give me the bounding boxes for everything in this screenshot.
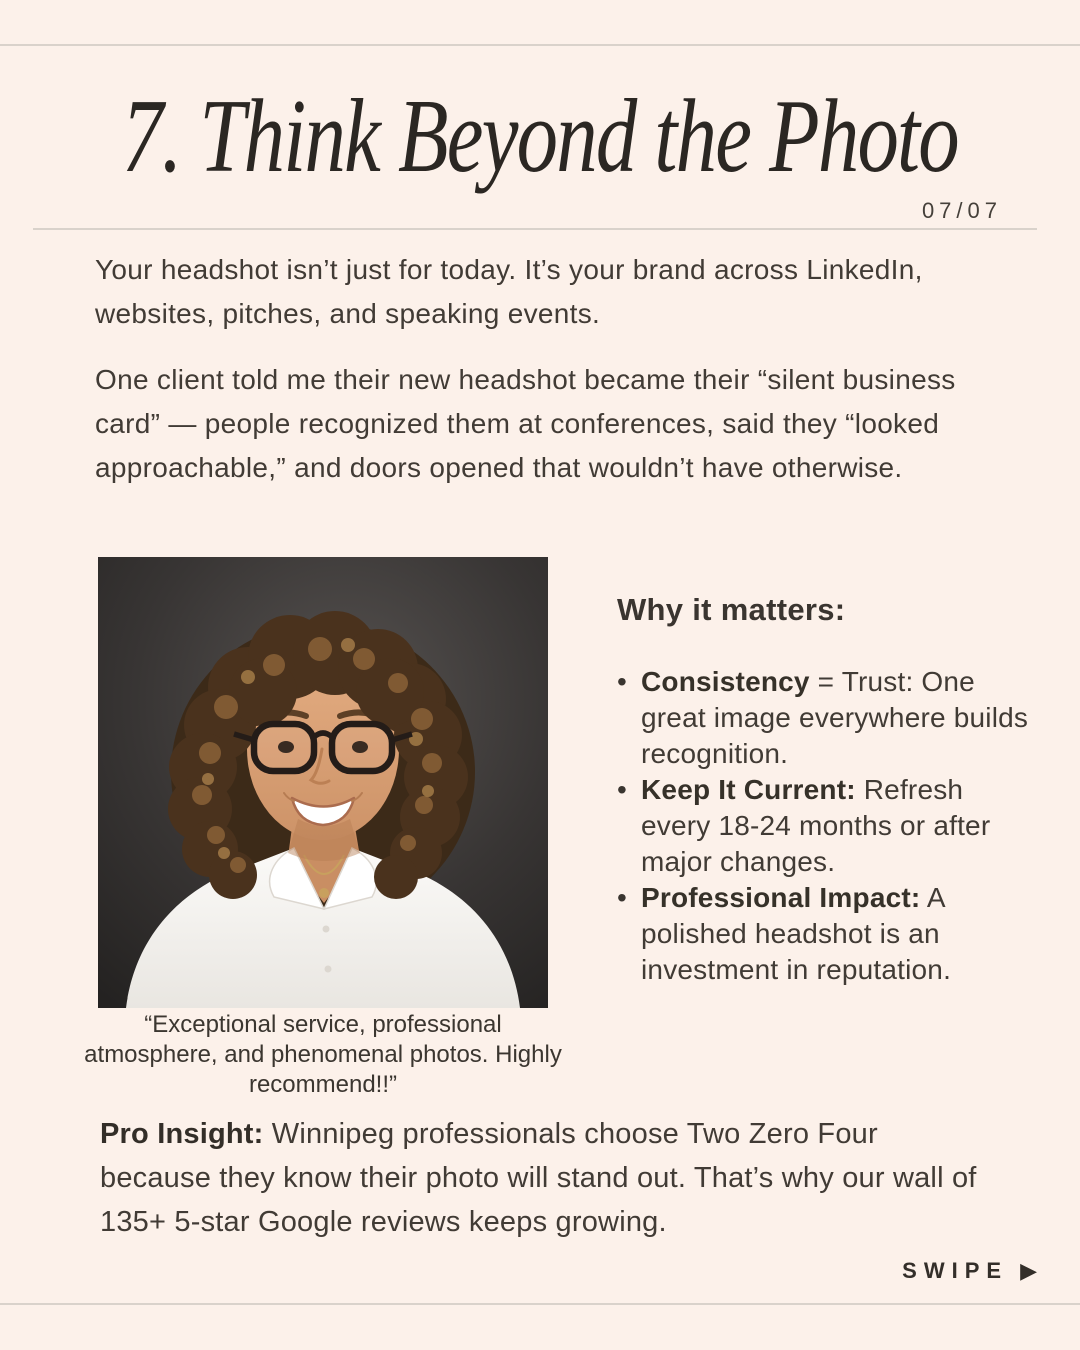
header-divider bbox=[33, 228, 1037, 230]
why-it-matters-heading: Why it matters: bbox=[617, 592, 846, 627]
page-title: 7. Think Beyond the Photo bbox=[122, 78, 958, 195]
pro-insight-text: Winnipeg professionals choose Two Zero Four because they know their photo will stand out. That’s why our wall of 135+ 5-star Google reviews keeps growing. bbox=[100, 1118, 977, 1238]
title-row bbox=[0, 76, 1080, 195]
list-item bbox=[641, 880, 1029, 988]
why-it-matters-section bbox=[617, 592, 1029, 988]
pro-insight-paragraph bbox=[100, 1112, 982, 1244]
headshot-photo bbox=[98, 557, 548, 1008]
top-divider bbox=[0, 44, 1080, 46]
bullet-lead: Consistency bbox=[641, 666, 810, 697]
headshot-illustration bbox=[98, 557, 548, 1008]
swipe-arrow-icon: ▶ bbox=[1020, 1258, 1037, 1283]
bottom-divider bbox=[0, 1303, 1080, 1305]
intro-paragraph-2: One client told me their new headshot became their “silent business card” — people recognized them at conferences, said they “looked approachable,” and doors opened that wouldn’t have otherwise. bbox=[95, 364, 956, 483]
photo-caption: “Exceptional service, professional atmosphere, and phenomenal photos. Highly recommend!!” bbox=[84, 1011, 562, 1098]
why-it-matters-list bbox=[617, 664, 1029, 988]
pro-insight-lead: Pro Insight: bbox=[100, 1118, 264, 1150]
bullet-text: = Trust: One great image everywhere builds recognition. bbox=[641, 666, 1029, 769]
swipe-label: SWIPE bbox=[902, 1258, 1009, 1283]
bullet-lead: Keep It Current: bbox=[641, 774, 856, 805]
page-indicator: 07/07 bbox=[921, 198, 1002, 223]
list-item bbox=[641, 772, 1029, 880]
swipe-control[interactable] bbox=[902, 1258, 1037, 1284]
bullet-text: Refresh every 18-24 months or after major changes. bbox=[641, 774, 991, 877]
bullet-text: A polished headshot is an investment in reputation. bbox=[641, 882, 952, 985]
intro-text bbox=[95, 248, 973, 490]
bullet-lead: Professional Impact: bbox=[641, 882, 921, 913]
list-item bbox=[641, 664, 1029, 772]
intro-paragraph-1: Your headshot isn’t just for today. It’s your brand across LinkedIn, websites, pitches, and speaking events. bbox=[95, 254, 923, 329]
